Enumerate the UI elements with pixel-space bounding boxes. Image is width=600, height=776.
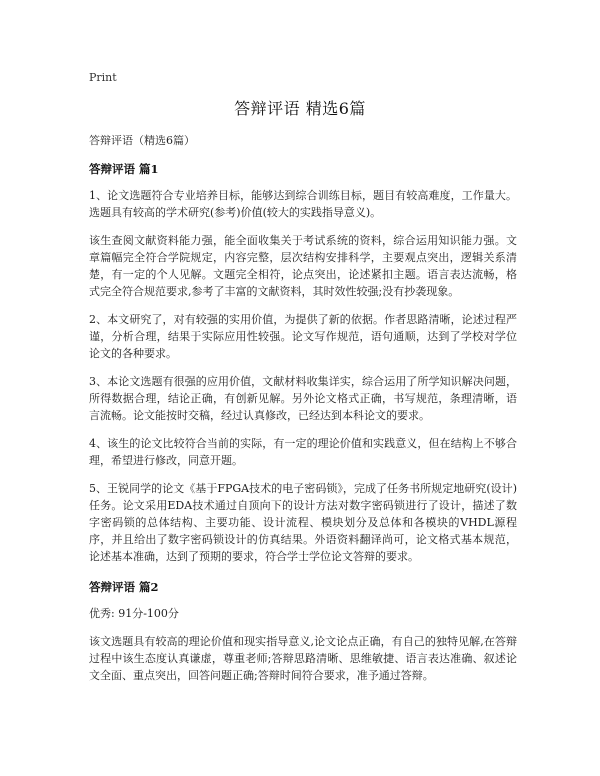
paragraph: 2、本文研究了，对有较强的实用价值，为提供了新的依据。作者思路清晰，论述过程严谨，分析合理，结果于实际应用性较强。论文写作规范，语句通顺，达到了学校对学位论文的各种要求。 (89, 313, 517, 360)
paragraph: 该生查阅文献资料能力强，能全面收集关于考试系统的资料，综合运用知识能力强。文章篇幅完全符合学院规定，内容完整，层次结构安排科学，主要观点突出，逻辑关系清楚，有一定的个人见解。文题完全相符，论点突出，论述紧扣主题。语言表达流畅，格式完全符合规范要求,参考了丰富的文献资料，其时效性较强;没有抄袭现象。 (89, 234, 517, 298)
section-2 (89, 579, 517, 684)
paragraph: 5、王锐同学的论文《基于FPGA技术的电子密码锁》，完成了任务书所规定地研究(设计)任务。论文采用EDA技术通过自顶向下的设计方法对数字密码锁进行了设计，描述了数字密码锁的总体结构、主要功能、设计流程、模块划分及总体和各模块的VHDL源程序，并且给出了数字密码锁设计的仿真结果。外语资料翻译尚可，论文格式基本规范，论述基本准确，达到了预期的要求，符合学士学位论文答辩的要求。 (89, 482, 517, 563)
document-title: 答辩评语 精选6篇 (234, 99, 366, 118)
section-1 (89, 161, 517, 565)
document-subtitle: 答辩评语（精选6篇） (89, 134, 195, 147)
rating-range: 优秀: 91分-100分 (89, 607, 179, 620)
print-label: Print (89, 71, 117, 84)
paragraph: 4、该生的论文比较符合当前的实际，有一定的理论价值和实践意义，但在结构上不够合理，希望进行修改，同意开题。 (89, 437, 517, 467)
paragraph: 3、本论文选题有很强的应用价值，文献材料收集详实，综合运用了所学知识解决问题，所得数据合理，结论正确，有创新见解。另外论文格式正确，书写规范，条理清晰，语言流畅。论文能按时交稿，经过认真修改，已经达到本科论文的要求。 (89, 375, 517, 422)
section-heading: 答辩评语 篇1 (89, 162, 159, 176)
section-heading: 答辩评语 篇2 (89, 580, 159, 594)
document-body (89, 132, 517, 695)
paragraph: 该文选题具有较高的理论价值和现实指导意义,论文论点正确，有自己的独特见解,在答辩过程中该生态度认真谦虚，尊重老师;答辩思路清晰、思维敏捷、语言表达准确、叙述论文全面、重点突出，回答问题正确;答辩时间符合要求，准予通过答辩。 (89, 635, 517, 682)
paragraph: 1、论文选题符合专业培养目标，能够达到综合训练目标，题目有较高难度，工作量大。选题具有较高的学术研究(参考)价值(较大的实践指导意义)。 (89, 189, 517, 219)
